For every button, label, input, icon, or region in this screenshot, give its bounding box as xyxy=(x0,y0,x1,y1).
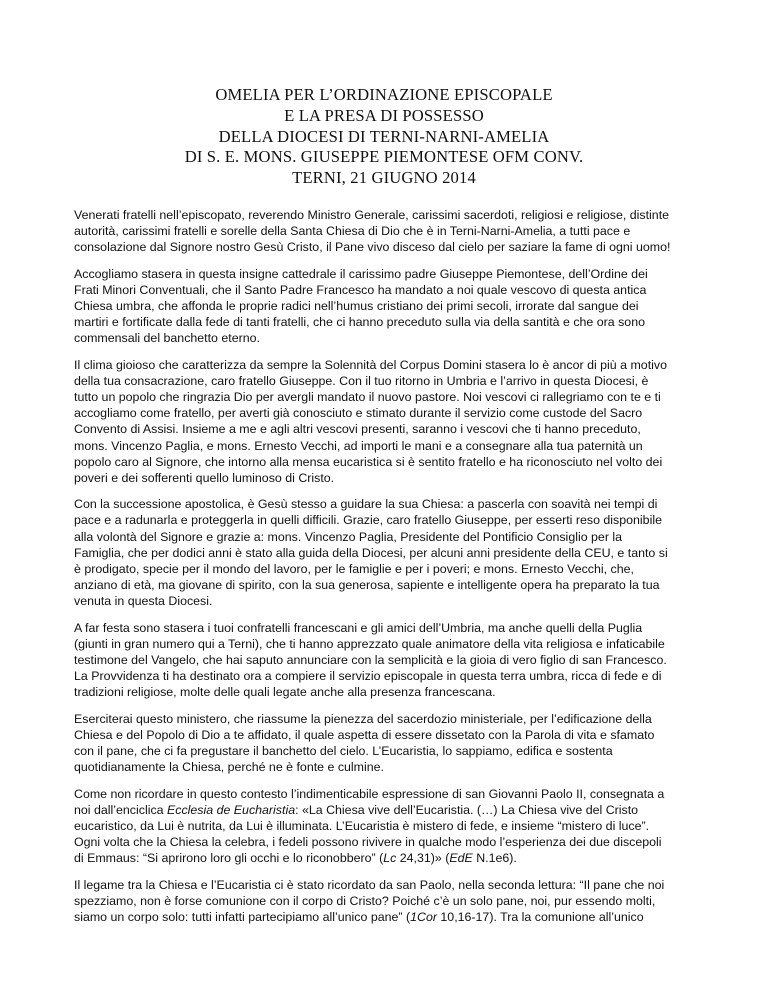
homily-body xyxy=(74,207,700,935)
paragraph-line: tutto un popolo che ringrazia Dio per avergli mandato il nuovo pastore. Noi vescovi ci rallegriamo con te e ti xyxy=(74,390,661,405)
title-line: E LA PRESA DI POSSESSO xyxy=(284,105,484,125)
paragraph xyxy=(74,620,700,701)
italic-citation: EdE xyxy=(449,851,473,866)
paragraph-line: Ogni volta che la Chiesa la celebra, i fedeli possono rivivere in qualche modo l’esperienza dei due discepoli xyxy=(74,835,662,850)
paragraph-line: alla volontà del Signore e grazie a: mons. Vincenzo Paglia, Presidente del Pontificio Consiglio per la xyxy=(74,529,623,544)
paragraph-line: della tua consacrazione, caro fratello Giuseppe. Con il tuo ritorno in Umbria e l’arrivo in questa Diocesi, è xyxy=(74,373,649,388)
paragraph-line: Chiesa umbra, che affonda le proprie radici nell’humus cristiano dei primi secoli, irrorate dal sangue dei xyxy=(74,299,639,314)
italic-citation: 1Cor xyxy=(410,909,437,924)
paragraph-line: spezziamo, non è forse comunione con il corpo di Cristo? Poiché c’è un solo pane, noi, pur essendo molti, xyxy=(74,893,656,908)
paragraph-line: A far festa sono stasera i tuoi confratelli francescani e gli amici dell’Umbria, ma anche quelli della Puglia xyxy=(74,620,643,635)
paragraph-line: anziano di età, ma giovane di spirito, con la sua generosa, sapiente e intelligente opera ha preparato la tua xyxy=(74,578,660,593)
title-line: DI S. E. MONS. GIUSEPPE PIEMONTESE OFM CONV. xyxy=(184,147,584,167)
paragraph-line: Famiglia, che per dodici anni è stato alla guida della Diocesi, per alcuni anni presidente della CEU, e tanto si xyxy=(74,545,668,560)
paragraph-line: Il legame tra la Chiesa e l’Eucaristia ci è stato ricordato da san Paolo, nella seconda lettura: “Il pane che noi xyxy=(74,877,665,892)
paragraph-line: tradizioni religiose, molte delle quali legate anche alla presenza francescana. xyxy=(74,685,496,700)
paragraph-line: Chiesa e del Popolo di Dio a te affidato, il quale aspetta di essere dissetato con la Parola di vita e sfamato xyxy=(74,727,655,742)
paragraph-line: testimone del Vangelo, che hai saputo annunciare con la semplicità e la gioia di vero figlio di san Francesco. xyxy=(74,653,667,668)
paragraph-line: autorità, carissimi fratelli e sorelle della Santa Chiesa di Dio che è in Terni-Narni-Amelia, a tutti pace e xyxy=(74,224,631,239)
paragraph-line: martiri e fortificate dalla fede di tanti fratelli, che ci hanno preceduto sulla via della santità e che ora sono xyxy=(74,315,645,330)
paragraph-line: commensali del banchetto eterno. xyxy=(74,331,260,346)
paragraph-line: eucaristico, da Lui è nutrita, da Lui è illuminata. L’Eucaristia è mistero di fede, e insieme “mistero di luce”. xyxy=(74,818,650,833)
paragraph-line: con il pane, che ci fa pregustare il banchetto del cielo. L’Eucaristia, lo sappiamo, edifica e sostenta xyxy=(74,744,613,759)
paragraph-line: Eserciterai questo ministero, che riassume la pienezza del sacerdozio ministeriale, per l’edificazione della xyxy=(74,711,652,726)
paragraph-line: è prodigato, specie per il mondo del lavoro, per le famiglie e per i poveri; e mons. Ernesto Vecchi, che, xyxy=(74,562,634,577)
paragraph-line: Il clima gioioso che caratterizza da sempre la Solennità del Corpus Domini stasera lo è ancor di più a motivo xyxy=(74,357,667,372)
italic-citation: Lc xyxy=(383,851,397,866)
paragraph-line: La Provvidenza ti ha destinato ora a compiere il servizio episcopale in questa terra umbra, ricca di fede e di xyxy=(74,669,662,684)
paragraph-line: Frati Minori Conventuali, che il Santo Padre Francesco ha mandato a noi quale vescovo di questa antica xyxy=(74,282,647,297)
title-line: DELLA DIOCESI DI TERNI-NARNI-AMELIA xyxy=(218,126,550,146)
paragraph-line: pace e a radunarla e proteggerla in quelli difficili. Grazie, caro fratello Giuseppe, per esserti reso disponibile xyxy=(74,513,662,528)
italic-citation: Ecclesia de Eucharistia xyxy=(166,802,296,817)
paragraph-line: accogliamo come fratello, per averti già conosciuto e stimato durante il servizio come custode del Sacro xyxy=(74,406,643,421)
paragraph xyxy=(74,786,700,867)
paragraph-line: Con la successione apostolica, è Gesù stesso a guidare la sua Chiesa: a pascerla con soavità nei tempi di xyxy=(74,497,658,512)
paragraph-line: di Emmaus: “Si aprirono loro gli occhi e lo riconobbero” (Lc 24,31)» (EdE N.1e6). xyxy=(74,851,517,866)
paragraph-line: Venerati fratelli nell’episcopato, reverendo Ministro Generale, carissimi sacerdoti, religiosi e religiose, distinte xyxy=(74,208,670,222)
paragraph-line: noi dall’enciclica Ecclesia de Eucharistia: «La Chiesa vive dell’Eucaristia. (…) La Chiesa vive del Cristo xyxy=(74,802,639,817)
paragraph-line: consolazione dal Signore nostro Gesù Cristo, il Pane vivo disceso dal cielo per saziare la fame di ogni uomo! xyxy=(74,240,671,255)
title-line: OMELIA PER L’ORDINAZIONE EPISCOPALE xyxy=(215,85,553,104)
paragraph xyxy=(74,357,700,487)
paragraph-line: quotidianamente la Chiesa, perché ne è fonte e culmine. xyxy=(74,760,384,775)
paragraph-line: siamo un corpo solo: tutti infatti partecipiamo all’unico pane” (1Cor 10,16-17). Tra la comunione all’unico xyxy=(74,909,644,924)
paragraph xyxy=(74,496,700,609)
paragraph xyxy=(74,877,700,926)
paragraph-line: (giunti in gran numero qui a Terni), che ti hanno apprezzato quale animatore della vita religiosa e infaticabile xyxy=(74,636,665,651)
title-line: TERNI, 21 GIUGNO 2014 xyxy=(292,168,476,188)
paragraph xyxy=(74,711,700,776)
paragraph-line: venuta in questa Diocesi. xyxy=(74,594,213,609)
paragraph-line: Come non ricordare in questo contesto l’indimenticabile espressione di san Giovanni Paolo II, consegnata a xyxy=(74,786,665,801)
homily-title xyxy=(74,85,694,189)
paragraph-line: Accogliamo stasera in questa insigne cattedrale il carissimo padre Giuseppe Piemontese, dell’Ordine dei xyxy=(74,266,648,281)
paragraph xyxy=(74,266,700,347)
paragraph-line: popolo caro al Signore, che intorno alla mensa eucaristica si è sentito fratello e ha riconosciuto nel volto dei xyxy=(74,454,663,469)
paragraph-line: Convento di Assisi. Insieme a me e agli altri vescovi presenti, saranno i vescovi che ti hanno preceduto, xyxy=(74,422,641,437)
paragraph xyxy=(74,207,700,256)
paragraph-line: mons. Vincenzo Paglia, e mons. Ernesto Vecchi, ad importi le mani e a consegnare alla tua paternità un xyxy=(74,438,643,453)
paragraph-line: poveri e dei sofferenti quello luminoso di Cristo. xyxy=(74,471,335,486)
